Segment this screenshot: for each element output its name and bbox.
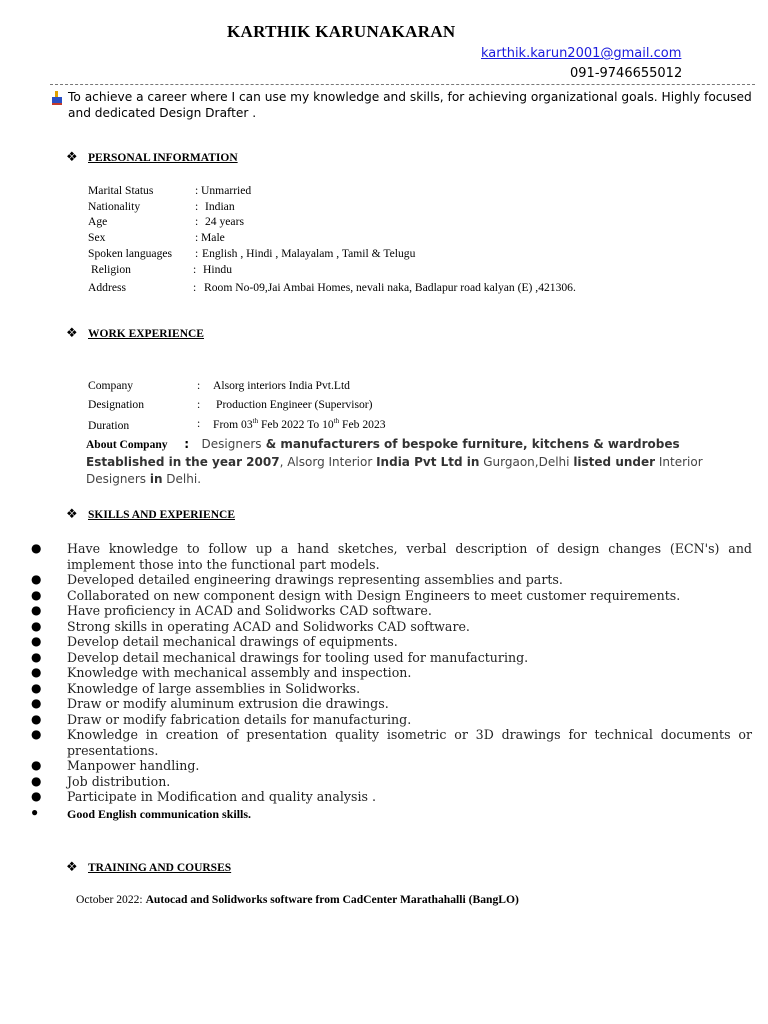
we-sep: :	[197, 379, 201, 392]
list-item: ● Good English communication skills.	[31, 804, 252, 821]
pi-value: Male	[201, 231, 225, 244]
list-item: ● Job distribution.	[31, 773, 171, 789]
section-title-work: WORK EXPERIENCE	[88, 328, 204, 340]
we-sep: :	[197, 417, 201, 430]
pi-label: Age	[88, 215, 108, 228]
list-item: ● Knowledge with mechanical assembly and inspection.	[31, 665, 412, 680]
header-divider	[50, 84, 755, 85]
section-title-personal: PERSONAL INFORMATION	[88, 152, 238, 164]
diamond-bullet-icon: ❖	[66, 326, 78, 341]
pi-sep: :	[193, 281, 197, 294]
email-link[interactable]: karthik.karun2001@gmail.com	[481, 46, 682, 61]
pi-sep: :	[195, 215, 199, 228]
pi-sep: :	[195, 200, 199, 213]
list-item: ● Draw or modify fabrication details for manufacturing.	[31, 711, 412, 727]
designation-value: Production Engineer (Supervisor)	[216, 398, 373, 411]
list-item: ● Manpower handling.	[31, 758, 200, 773]
candidate-name: KARTHIK KARUNAKARAN	[227, 22, 456, 41]
career-objective: To achieve a career where I can use my knowledge and skills, for achieving organizational goals. Highly focused and dedicated Design Drafter .	[68, 90, 752, 120]
pi-sep: :	[195, 247, 199, 260]
diamond-bullet-icon: ❖	[66, 150, 78, 165]
pi-value: Indian	[205, 200, 235, 213]
pi-label: Nationality	[88, 200, 141, 213]
pi-label: Religion	[91, 263, 131, 276]
training-entry: October 2022: Autocad and Solidworks software from CadCenter Marathahalli (BangLO)	[76, 893, 519, 906]
pi-sep: :	[193, 263, 197, 276]
list-item: ● Have knowledge to follow up a hand sketches, verbal description of design changes (ECN's) and implement those into the functional part models.	[31, 541, 752, 572]
section-title-skills: SKILLS AND EXPERIENCE	[88, 509, 235, 521]
company-label: Company	[88, 379, 134, 392]
list-item: ● Have proficiency in ACAD and Solidworks CAD software.	[31, 603, 432, 618]
pi-label: Marital Status	[88, 184, 154, 197]
pi-value: Room No-09,Jai Ambai Homes, nevali naka, Badlapur road kalyan (E) ,421306.	[204, 281, 576, 294]
we-sep: :	[197, 398, 201, 411]
diamond-bullet-icon: ❖	[66, 860, 78, 875]
skills-list	[0, 541, 768, 822]
list-item: ● Develop detail mechanical drawings for tooling used for manufacturing.	[31, 649, 529, 665]
about-company: About Company : Designers & manufacturers of bespoke furniture, kitchens & wardrobes Established in the year 2007, Alsorg Interior India Pvt Ltd in Gurgaon,Delhi listed under Interior Designers in Delhi.	[86, 437, 703, 486]
pi-value: English , Hindi , Malayalam , Tamil & Telugu	[202, 247, 416, 260]
list-item: ● Developed detailed engineering drawings representing assemblies and parts.	[31, 572, 563, 587]
company-value: Alsorg interiors India Pvt.Ltd	[213, 379, 350, 392]
pi-value: Hindu	[203, 263, 232, 276]
duration-value: From 03th Feb 2022 To 10th Feb 2023	[213, 417, 386, 431]
list-item: ● Develop detail mechanical drawings of equipments.	[31, 634, 398, 649]
pi-label: Spoken languages	[88, 247, 173, 260]
designation-label: Designation	[88, 398, 145, 411]
pointing-hand-icon	[50, 90, 64, 104]
phone-number: 091-9746655012	[570, 66, 683, 81]
duration-label: Duration	[88, 419, 130, 432]
list-item: ● Collaborated on new component design with Design Engineers to meet customer requirements.	[31, 587, 681, 603]
pi-label: Sex	[88, 231, 106, 244]
pi-value: 24 years	[205, 215, 244, 228]
section-title-training: TRAINING AND COURSES	[88, 862, 232, 874]
list-item: ● Participate in Modification and quality analysis .	[31, 789, 376, 804]
pi-label: Address	[88, 281, 126, 294]
list-item: ● Knowledge in creation of presentation quality isometric or 3D drawings for technical documents or presentations.	[31, 727, 752, 758]
pi-sep: :	[195, 231, 199, 244]
list-item: ● Draw or modify aluminum extrusion die drawings.	[31, 696, 389, 711]
list-item: ● Knowledge of large assemblies in Solidworks.	[31, 680, 361, 696]
list-item: ● Strong skills in operating ACAD and Solidworks CAD software.	[31, 618, 470, 634]
pi-value: Unmarried	[201, 184, 252, 197]
diamond-bullet-icon: ❖	[66, 507, 78, 522]
pi-sep: :	[195, 184, 199, 197]
